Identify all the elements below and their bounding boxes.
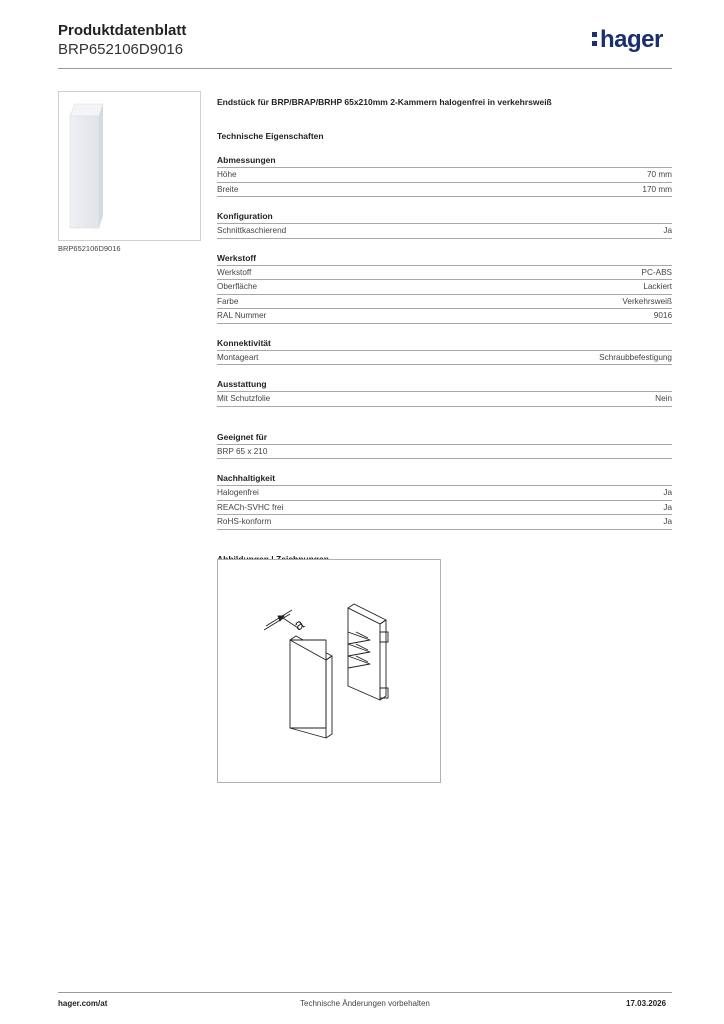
product-description: Endstück für BRP/BRAP/BRHP 65x210mm 2-Kammern halogenfrei in verkehrsweiß	[217, 97, 552, 107]
footer-date: 17.03.2026	[626, 999, 667, 1008]
property-label: RAL Nummer	[217, 311, 267, 320]
property-row	[217, 266, 672, 281]
product-code-caption: BRP652106D9016	[58, 244, 121, 253]
document-subtitle: BRP652106D9016	[58, 41, 184, 58]
section-configuration	[217, 210, 672, 239]
property-value: Ja	[663, 502, 672, 512]
property-value: 70 mm	[646, 170, 672, 179]
section-equipment	[217, 378, 672, 407]
property-value: Nein	[655, 394, 672, 403]
logo-text: hager	[600, 26, 663, 53]
property-value: PC-ABS	[641, 267, 672, 277]
footer-website: hager.com/at	[58, 999, 108, 1008]
property-row	[217, 295, 672, 310]
tech-properties-title: Technische Eigenschaften	[217, 131, 324, 141]
section-material	[217, 252, 672, 324]
technical-drawing-icon	[218, 560, 440, 782]
property-label: BRP 65 x 210	[217, 446, 268, 456]
property-value: Ja	[663, 226, 672, 235]
property-label: Halogenfrei	[217, 488, 259, 497]
property-row	[217, 183, 672, 198]
logo-dots-icon	[592, 28, 598, 48]
section-suitable-for	[217, 431, 672, 460]
property-label: RoHS-konform	[217, 517, 272, 526]
header-divider	[58, 68, 672, 69]
property-value: Verkehrsweiß	[622, 296, 672, 306]
property-value: Ja	[663, 488, 672, 497]
property-row	[217, 501, 672, 516]
property-row	[217, 486, 672, 501]
property-row	[217, 392, 672, 407]
property-row	[217, 515, 672, 530]
property-label: Breite	[217, 184, 239, 194]
property-label: Mit Schutzfolie	[217, 394, 271, 403]
technical-drawing	[217, 559, 441, 783]
dimension-label: a	[291, 615, 308, 635]
hager-logo	[592, 26, 663, 54]
property-value: Schraubbefestigung	[599, 352, 672, 362]
document-title: Produktdatenblatt	[58, 22, 187, 39]
section-title: Geeignet für	[217, 431, 672, 445]
property-row	[217, 309, 672, 324]
property-value: Lackiert	[643, 282, 672, 291]
section-dimensions	[217, 154, 672, 197]
section-connectivity	[217, 337, 672, 366]
property-value: 170 mm	[642, 184, 672, 194]
section-title: Nachhaltigkeit	[217, 472, 672, 486]
section-title: Konfiguration	[217, 210, 672, 224]
section-sustainability	[217, 472, 672, 530]
property-value: 9016	[653, 311, 672, 320]
property-row	[217, 445, 672, 460]
property-label: Schnittkaschierend	[217, 226, 287, 235]
section-title: Ausstattung	[217, 378, 672, 392]
property-label: Oberfläche	[217, 282, 258, 291]
footer-note: Technische Änderungen vorbehalten	[300, 999, 430, 1008]
property-row	[217, 351, 672, 366]
product-details	[217, 96, 672, 564]
section-title: Abmessungen	[217, 154, 672, 168]
property-row	[217, 280, 672, 295]
footer-divider	[58, 992, 672, 993]
property-label: Höhe	[217, 170, 237, 179]
property-value: Ja	[663, 517, 672, 526]
property-label: Montageart	[217, 352, 259, 362]
product-image	[58, 91, 201, 241]
header-titles	[58, 22, 186, 60]
property-label: REACh-SVHC frei	[217, 502, 284, 512]
end-cap-product-icon	[67, 100, 191, 232]
property-label: Farbe	[217, 296, 239, 306]
section-title: Konnektivität	[217, 337, 672, 351]
section-title: Werkstoff	[217, 252, 672, 266]
property-row	[217, 168, 672, 183]
property-row	[217, 224, 672, 239]
property-label: Werkstoff	[217, 267, 252, 277]
